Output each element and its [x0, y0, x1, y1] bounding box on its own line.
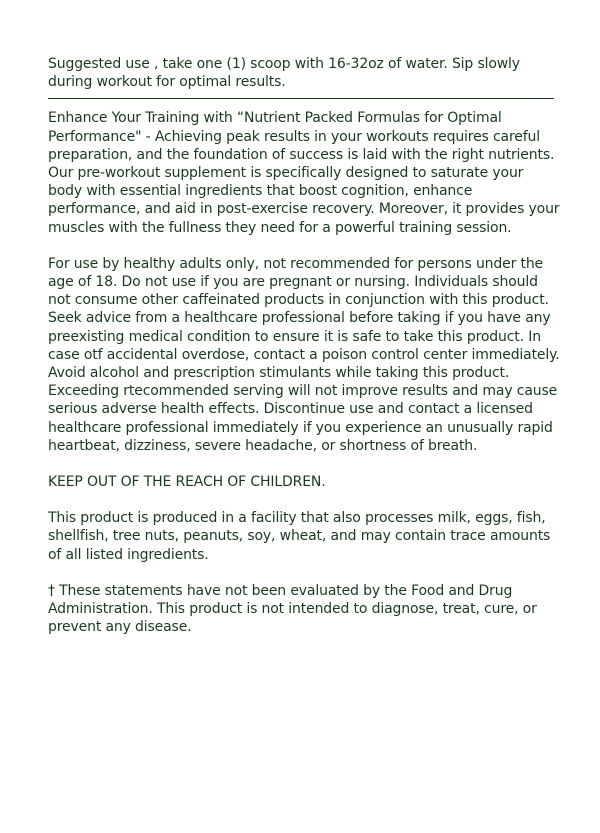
- section-divider: [48, 98, 554, 99]
- supplement-label-panel: [48, 55, 560, 636]
- suggested-use-text: Suggested use , take one (1) scoop with 16-32oz of water. Sip slowly during workout for optimal results.: [48, 56, 520, 91]
- paragraph-spacer: [48, 237, 560, 255]
- paragraph-spacer: [48, 564, 560, 582]
- safety-warning-text: For use by healthy adults only, not recommended for persons under the age of 18. Do not use if you are pregnant or nursing. Individuals should not consume other caffeinated products in conjunction with this product. Seek advice from a healthcare professional before taking if you have any preexisting medical condition to ensure it is safe to take this product. In case otf accidental overdose, contact a poison control center immediately. Avoid alcohol and prescription stimulants while taking this product. Exceeding rtecommended serving will not improve results and may cause serious adverse health effects. Discontinue use and contact a licensed healthcare professional immediately if you experience an unusually rapid heartbeat, dizziness, severe headache, or shortness of breath.: [48, 255, 560, 454]
- paragraph-spacer: [48, 455, 560, 473]
- allergen-statement-text: This product is produced in a facility that also processes milk, eggs, fish, shellfish, tree nuts, peanuts, soy, wheat, and may contain trace amounts of all listed ingredients.: [48, 510, 551, 563]
- children-warning-text: KEEP OUT OF THE REACH OF CHILDREN.: [48, 474, 326, 491]
- fda-disclaimer-text: † These statements have not been evaluated by the Food and Drug Administration. This product is not intended to diagnose, treat, cure, or prevent any disease.: [48, 582, 537, 636]
- product-description-text: Enhance Your Training with “Nutrient Packed Formulas for Optimal Performance" - Achieving peak results in your workouts requires careful preparation, and the foundation of success is laid with the right nutrients. Our pre-workout supplement is specifically designed to saturate your body with essential ingredients that boost cognition, enhance performance, and aid in post-exercise recovery. Moreover, it provides your muscles with the fullness they need for a powerful training session.: [48, 110, 560, 236]
- paragraph-spacer: [48, 491, 560, 509]
